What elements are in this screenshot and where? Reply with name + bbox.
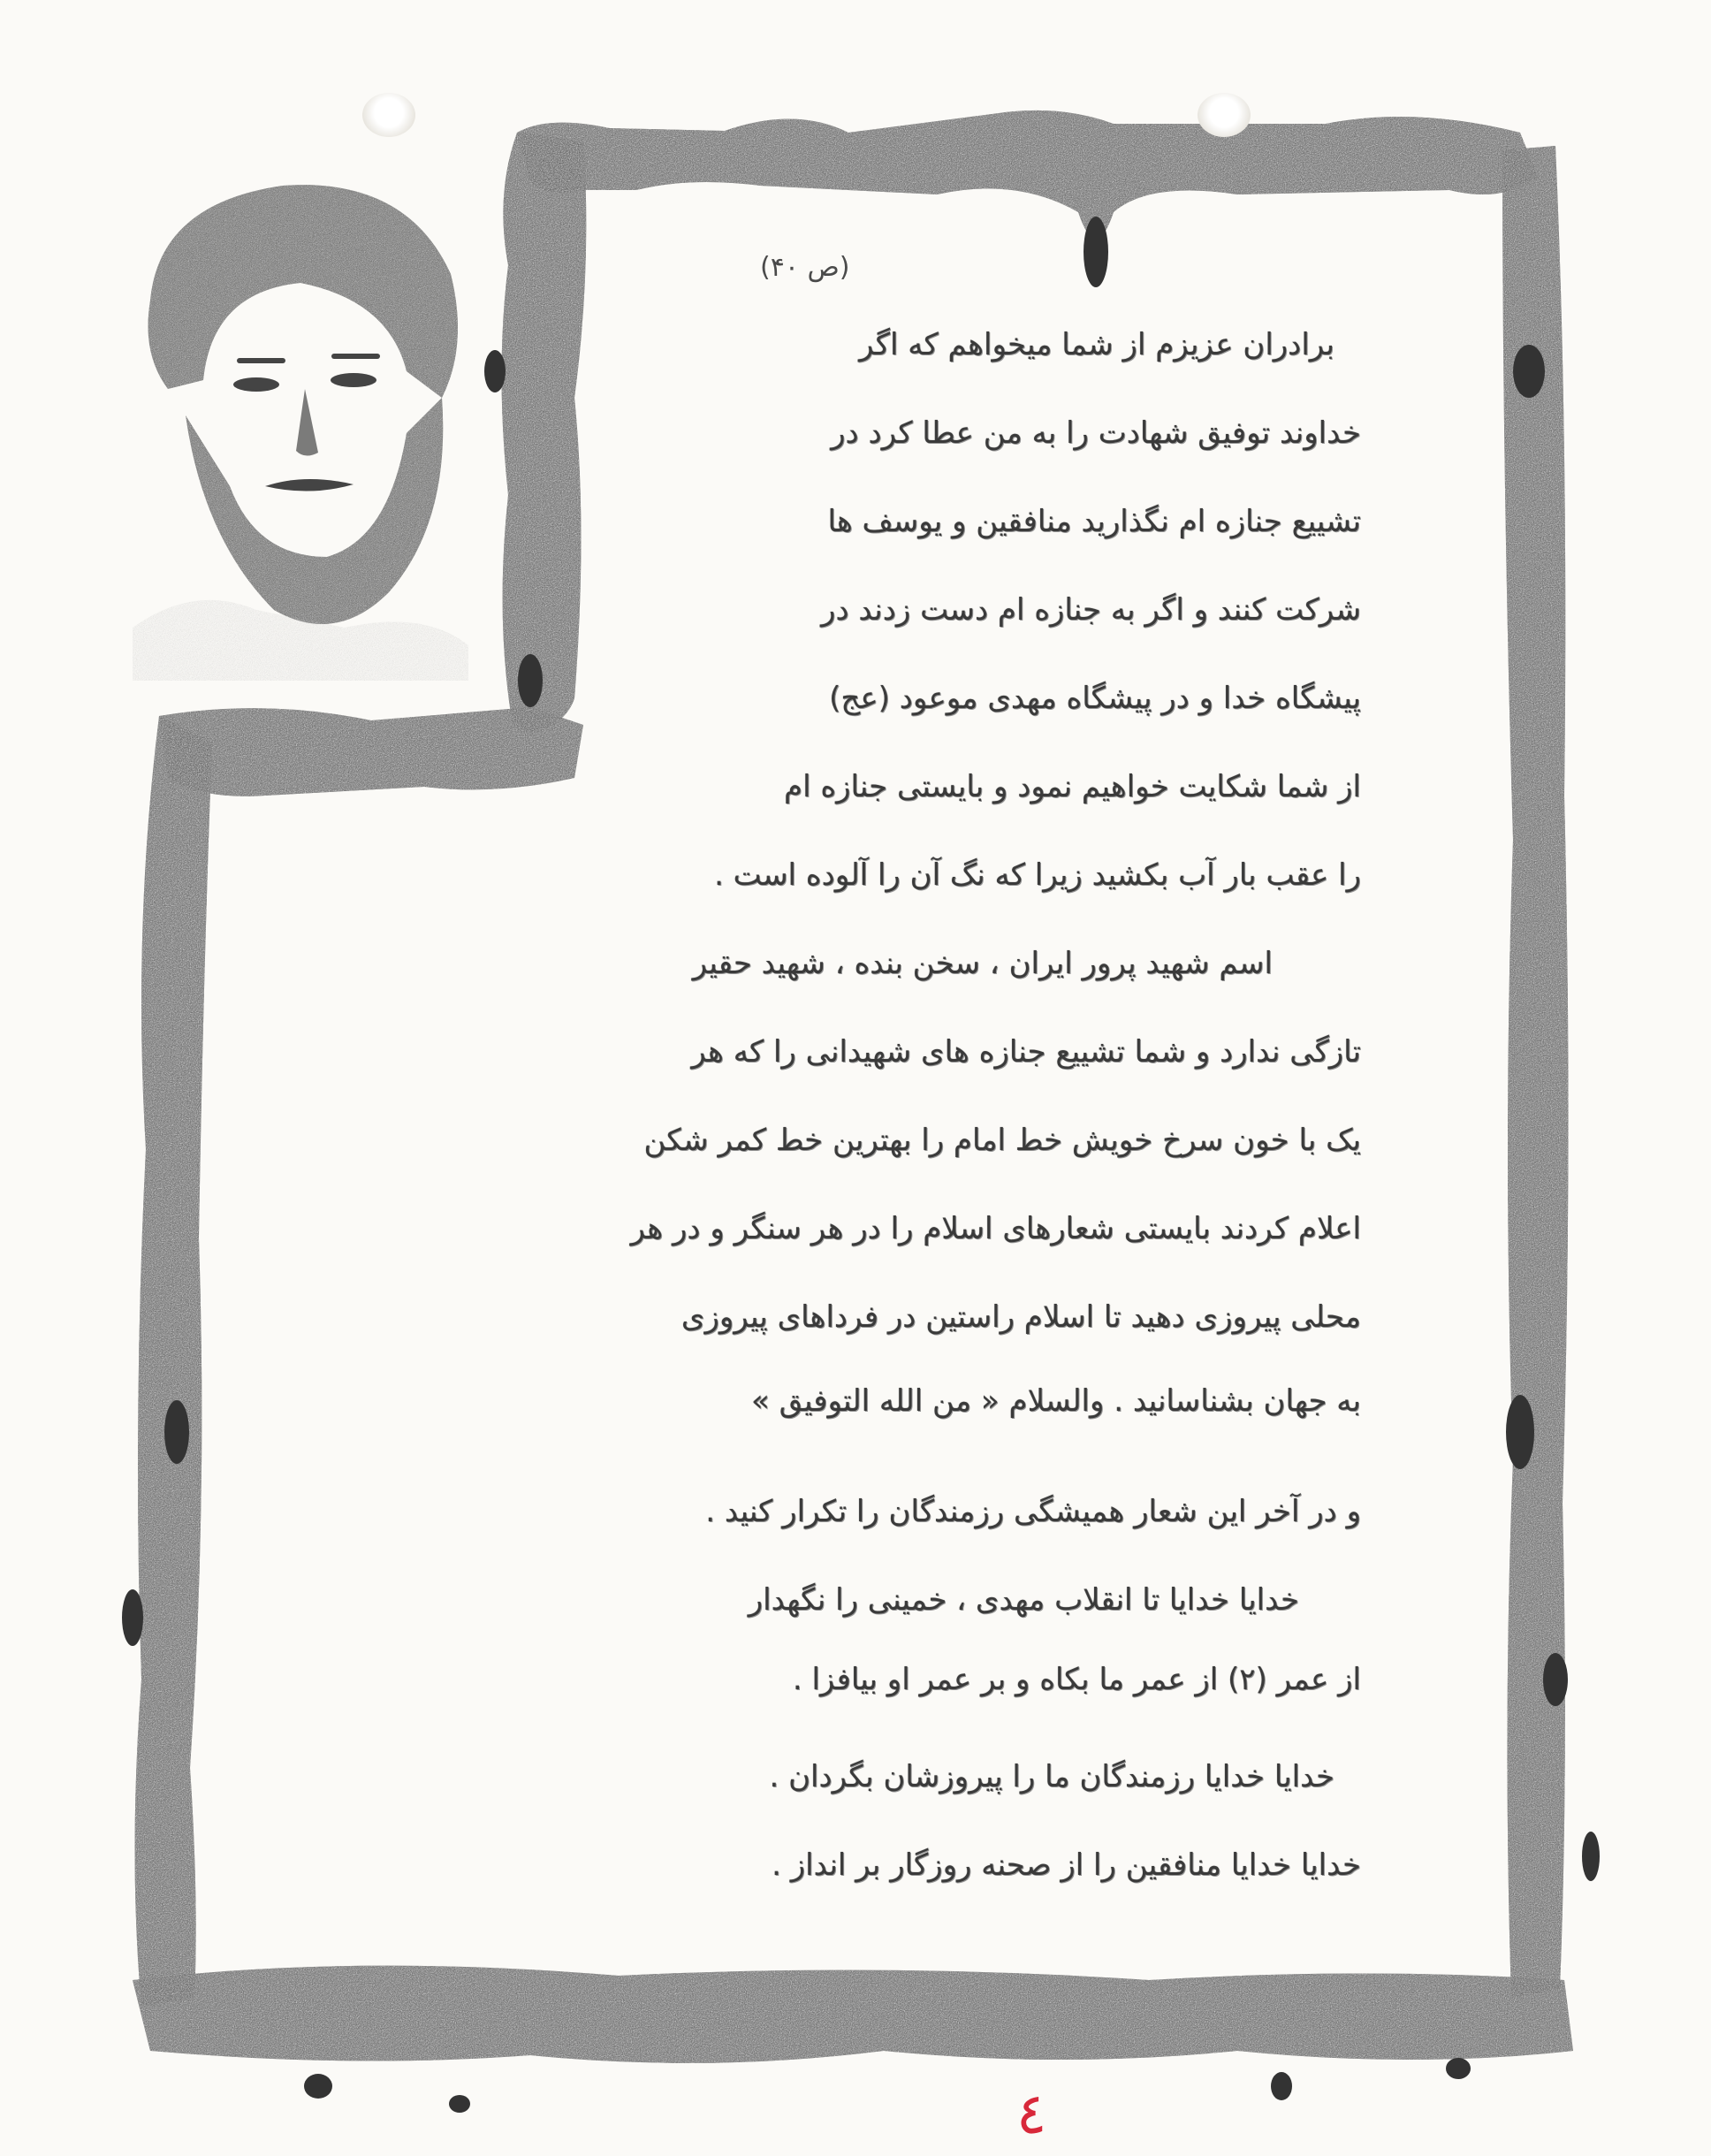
text-line: خدایا خدایا رزمندگان ما را پیروزشان بگردان . <box>769 1759 1335 1794</box>
portrait-image <box>124 168 477 681</box>
punch-hole-left <box>362 93 415 137</box>
text-line: خداوند توفیق شهادت را به من عطا کرد در <box>831 415 1361 451</box>
text-line: یک با خون سرخ خویش خط امام را بهترین خط کمر شکن <box>643 1123 1361 1158</box>
text-line: اسم شهید پرور ایران ، سخن بنده ، شهید حقیر <box>692 946 1273 981</box>
text-line: به جهان بشناسانید . والسلام « من الله التوفیق » <box>751 1383 1361 1419</box>
text-line: خدایا خدایا تا انقلاب مهدی ، خمینی را نگهدار <box>748 1582 1299 1618</box>
page-reference: (ص ۴۰) <box>760 252 850 283</box>
page-number: ٤ <box>1016 2082 1047 2147</box>
text-line: برادران عزیزم از شما میخواهم که اگر <box>859 327 1335 362</box>
text-line: و در آخر این شعار همیشگی رزمندگان را تکرار کنید . <box>705 1494 1361 1529</box>
text-line: محلی پیروزی دهید تا اسلام راستین در فرداهای پیروزی <box>681 1299 1361 1335</box>
text-line: از شما شکایت خواهیم نمود و بایستی جنازه ام <box>784 769 1361 804</box>
text-line: را عقب بار آب بکشید زیرا که نگ آن را آلوده است . <box>714 857 1361 893</box>
text-line: اعلام کردند بایستی شعارهای اسلام را در هر سنگر و در هر <box>630 1211 1361 1246</box>
text-line: خدایا خدایا منافقین را از صحنه روزگار بر انداز . <box>772 1847 1361 1883</box>
punch-hole-right <box>1198 93 1251 137</box>
text-line: از عمر (۲) از عمر ما بکاه و بر عمر او بیافزا . <box>792 1662 1361 1697</box>
text-line: تازگی ندارد و شما تشییع جنازه های شهیدانی را که هر <box>691 1034 1361 1070</box>
text-line: تشییع جنازه ام نگذارید منافقین و یوسف ها <box>827 504 1361 539</box>
text-line: شرکت کنند و اگر به جنازه ام دست زدند در <box>821 592 1361 628</box>
text-line: پیشگاه خدا و در پیشگاه مهدی موعود (عج) <box>829 681 1361 716</box>
